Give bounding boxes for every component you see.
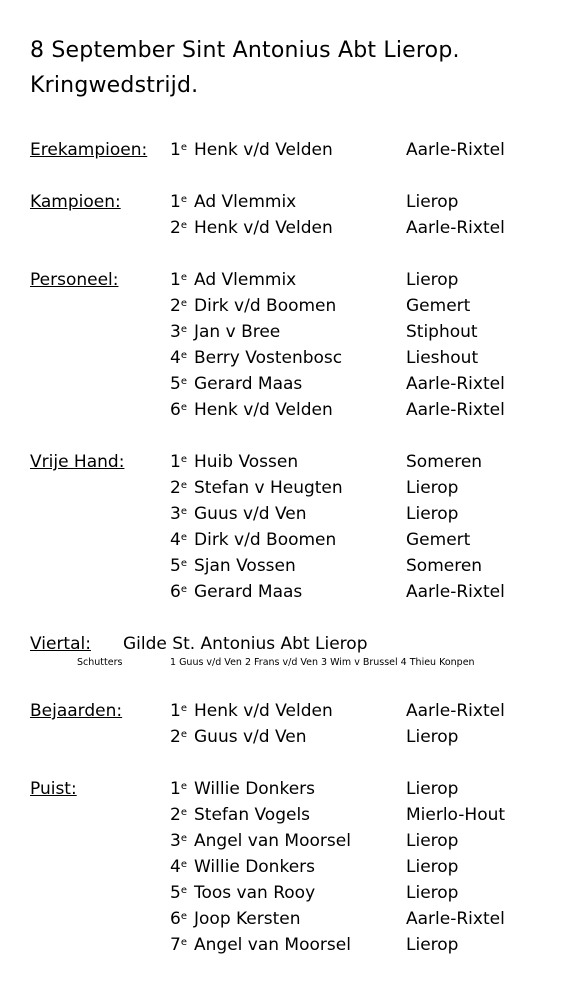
rank: 1e [170,701,187,721]
participant-name: Dirk v/d Boomen [194,296,337,316]
rank: 6e [170,582,187,602]
rank: 2e [170,218,187,238]
participant-name: Angel van Moorsel [194,831,351,851]
page-title-line-1: 8 September Sint Antonius Abt Lierop. [30,38,460,63]
section-puist-row-5 [0,882,587,904]
participant-place: Lieshout [406,348,479,368]
section-personeel-row-1 [0,269,587,291]
participant-name: Willie Donkers [194,857,316,877]
page-title-line-2: Kringwedstrijd. [30,73,199,98]
category-label: Bejaarden: [30,701,123,721]
participant-name: Henk v/d Velden [194,701,333,721]
section-vrije-hand-row-5 [0,555,587,577]
participant-place: Lierop [406,857,459,877]
category-label: Kampioen: [30,192,121,212]
section-personeel-row-3 [0,321,587,343]
participant-place: Aarle-Rixtel [406,909,505,929]
shooters-label: Schutters [77,657,123,668]
participant-place: Aarle-Rixtel [406,218,505,238]
section-erekampioen [0,139,587,161]
section-vrije-hand-row-4 [0,529,587,551]
rank: 1e [170,192,187,212]
participant-name: Guus v/d Ven [194,504,307,524]
rank: 7e [170,935,187,955]
category-label: Viertal: [30,634,91,654]
rank: 2e [170,727,187,747]
participant-place: Someren [406,452,483,472]
section-puist-row-1 [0,778,587,800]
participant-name: Henk v/d Velden [194,140,333,160]
participant-name: Henk v/d Velden [194,218,333,238]
section-personeel-row-2 [0,295,587,317]
section-personeel-row-6 [0,399,587,421]
section-vrije-hand-row-2 [0,477,587,499]
section-kampioen-row-2 [0,217,587,239]
section-bejaarden-row-1 [0,700,587,722]
rank: 3e [170,322,187,342]
participant-name: Angel van Moorsel [194,935,351,955]
participant-name: Stefan v Heugten [194,478,343,498]
participant-name: Ad Vlemmix [194,270,297,290]
section-vrije-hand-row-1 [0,451,587,473]
participant-place: Lierop [406,935,459,955]
participant-place: Mierlo-Hout [406,805,506,825]
section-puist-row-3 [0,830,587,852]
participant-place: Aarle-Rixtel [406,140,505,160]
section-vrije-hand-row-6 [0,581,587,603]
participant-place: Someren [406,556,483,576]
participant-name: Gerard Maas [194,582,303,602]
participant-place: Lierop [406,478,459,498]
section-puist-row-6 [0,908,587,930]
rank: 4e [170,857,187,877]
rank: 5e [170,374,187,394]
section-personeel-row-5 [0,373,587,395]
section-bejaarden-row-2 [0,726,587,748]
participant-name: Dirk v/d Boomen [194,530,337,550]
participant-name: Willie Donkers [194,779,316,799]
rank: 1e [170,452,187,472]
rank: 6e [170,400,187,420]
participant-name: Gerard Maas [194,374,303,394]
section-viertal [0,633,587,655]
rank: 1e [170,270,187,290]
rank: 1e [170,140,187,160]
participant-place: Lierop [406,270,459,290]
section-kampioen-row-1 [0,191,587,213]
section-vrije-hand-row-3 [0,503,587,525]
participant-place: Gemert [406,530,471,550]
rank: 4e [170,348,187,368]
participant-place: Aarle-Rixtel [406,400,505,420]
rank: 2e [170,478,187,498]
rank: 1e [170,779,187,799]
participant-name: Jan v Bree [194,322,281,342]
participant-place: Aarle-Rixtel [406,374,505,394]
rank: 6e [170,909,187,929]
participant-place: Lierop [406,192,459,212]
participant-place: Stiphout [406,322,478,342]
participant-place: Aarle-Rixtel [406,582,505,602]
participant-name: Huib Vossen [194,452,299,472]
participant-place: Lierop [406,831,459,851]
participant-name: Joop Kersten [194,909,301,929]
participant-name: Sjan Vossen [194,556,296,576]
rank: 2e [170,805,187,825]
team-name: Gilde St. Antonius Abt Lierop [123,634,368,654]
category-label: Personeel: [30,270,119,290]
rank: 3e [170,831,187,851]
category-label: Vrije Hand: [30,452,125,472]
rank: 2e [170,296,187,316]
section-personeel-row-4 [0,347,587,369]
rank: 4e [170,530,187,550]
participant-place: Lierop [406,504,459,524]
rank: 3e [170,504,187,524]
shooters-list: 1 Guus v/d Ven 2 Frans v/d Ven 3 Wim v Brussel 4 Thieu Konpen [170,657,475,668]
section-puist-row-4 [0,856,587,878]
rank: 5e [170,556,187,576]
participant-place: Lierop [406,883,459,903]
participant-name: Stefan Vogels [194,805,311,825]
participant-name: Ad Vlemmix [194,192,297,212]
participant-place: Aarle-Rixtel [406,701,505,721]
participant-name: Berry Vostenbosc [194,348,343,368]
participant-name: Toos van Rooy [194,883,316,903]
participant-name: Guus v/d Ven [194,727,307,747]
participant-name: Henk v/d Velden [194,400,333,420]
participant-place: Lierop [406,727,459,747]
section-puist-row-2 [0,804,587,826]
rank: 5e [170,883,187,903]
participant-place: Gemert [406,296,471,316]
category-label: Puist: [30,779,77,799]
participant-place: Lierop [406,779,459,799]
section-puist-row-7 [0,934,587,956]
category-label: Erekampioen: [30,140,148,160]
